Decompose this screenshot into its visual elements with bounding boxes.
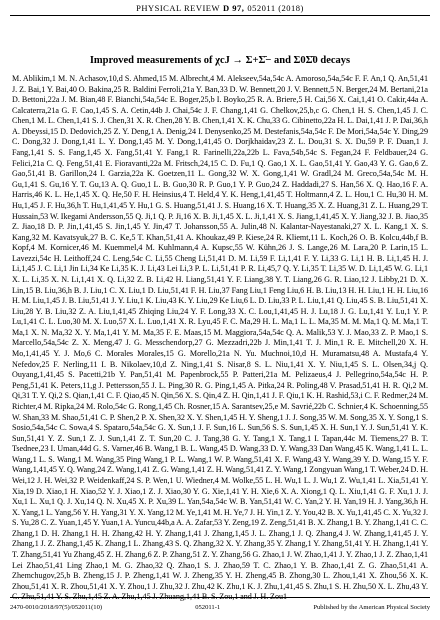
article-title: Improved measurements of χcJ → Σ+Σ̄− and Σ0Σ̄0 decays <box>89 55 351 66</box>
journal-name: PHYSICAL REVIEW <box>136 2 221 13</box>
journal-volume: D 97, <box>223 2 245 13</box>
page-number: 052011-1 <box>195 603 221 611</box>
article-number-year: 052011 (2018) <box>247 2 304 13</box>
running-header <box>0 0 440 15</box>
page-footer <box>10 601 430 613</box>
publisher-line: Published by the American Physical Society <box>313 603 430 611</box>
footer-rule <box>10 597 430 598</box>
header-rule <box>10 15 430 16</box>
author-list: M. Ablikim,1 M. N. Achasov,10,d S. Ahmed,15 M. Albrecht,4 M. Alekseev,54a,54c A. Amoroso,54a,54c F. F. An,1 Q. An,51,41 J. Z. Bai,1 Y. Bai,40 O. Bakina,25 R. Baldini Ferroli,21a Y. Ban,33 D. W. Bennett,20 J. V. Bennett,5 N. Berger,24 M. Bertani,21a D. Bettoni,22a J. M. Bian,48 F. Bianchi,54a,54c E. Boger,25,b I. Boyko,25 R. A. Briere,5 H. Cai,56 X. Cai,1,41 O. Cakir,44a A. Calcaterra,21a G. F. Cao,1,45 S. A. Cetin,44b J. Chai,54c J. F. Chang,1,41 G. Chelkov,25,b,c G. Chen,1 H. S. Chen,1,45 J. C. Chen,1 M. L. Chen,1,41 S. J. Chen,31 X. R. Chen,28 Y. B. Chen,1,41 X. K. Chu,33 G. Cibinetto,22a H. L. Dai,1,41 J. P. Dai,36,h A. Dbeyssi,15 D. Dedovich,25 Z. Y. Deng,1 A. Denig,24 I. Denysenko,25 M. Destefanis,54a,54c F. De Mori,54a,54c Y. Ding,29 C. Dong,32 J. Dong,1,41 L. Y. Dong,1,45 M. Y. Dong,1,41,45 O. Dorjkhaidav,23 Z. L. Dou,31 S. X. Du,59 P. F. Duan,1 J. Fang,1,41 S. S. Fang,1,45 X. Fang,51,41 Y. Fang,1 R. Farinelli,22a,22b L. Fava,54b,54c S. Fegan,24 F. Feldbauer,24 G. Felici,21a C. Q. Feng,51,41 E. Fioravanti,22a M. Fritsch,24,15 C. D. Fu,1 Q. Gao,1 X. L. Gao,51,41 Y. Gao,43 Y. G. Gao,6 Z. Gao,51,41 B. Garillon,24 I. Garzia,22a K. Goetzen,11 L. Gong,32 W. X. Gong,1,41 W. Gradl,24 M. Greco,54a,54c M. H. Gu,1,41 S. Gu,16 Y. T. Gu,13 A. Q. Guo,1 L. B. Guo,30 R. P. Guo,1 Y. P. Guo,24 Z. Haddadi,27 S. Han,56 X. Q. Hao,16 F. A. Harris,46 K. L. He,1,45 X. Q. He,50 F. H. Heinsius,4 T. Held,4 Y. K. Heng,1,41,45 T. Holtmann,4 Z. L. Hou,1 C. Hu,30 H. M. Hu,1,45 J. F. Hu,36,h T. Hu,1,41,45 Y. Hu,1 G. S. Huang,51,41 J. S. Huang,16 X. T. Huang,35 X. Z. Huang,31 Z. L. Huang,29 T. Hussain,53 W. Ikegami Andersson,55 Q. Ji,1 Q. P. Ji,16 X. B. Ji,1,45 X. L. Ji,1,41 X. S. Jiang,1,41,45 X. Y. Jiang,32 J. B. Jiao,35 Z. Jiao,18 D. P. Jin,1,41,45 S. Jin,1,45 Y. Jin,47 T. Johansson,55 A. Julin,48 N. Kalantar-Nayestanaki,27 X. L. Kang,1 X. S. Kang,32 M. Kavatsyuk,27 B. C. Ke,5 T. Khan,51,41 A. Khoukaz,49 P. Kiese,24 R. Kliemt,11 L. Koch,26 O. B. Kolcu,44b,f B. Kopf,4 M. Kornicer,46 M. Kuemmel,4 M. Kuhlmann,4 A. Kupsc,55 W. Kühn,26 J. S. Lange,26 M. Lara,20 P. Larin,15 L. Lavezzi,54c H. Leithoff,24 C. Leng,54c C. Li,55 Cheng Li,51,41 D. M. Li,59 F. Li,1,41 F. Y. Li,33 G. Li,1 H. B. Li,1,45 H. J. Li,1,45 J. C. Li,1 Jin Li,34 Ke Li,35 K. J. Li,43 Lei Li,3 P. L. Li,51,41 P. R. Li,45,7 Q. Y. Li,35 T. Li,35 W. D. Li,1,45 W. G. Li,1 X. L. Li,35 X. N. Li,1,41 X. Q. Li,32 Z. B. Li,42 H. Liang,51,41 Y. F. Liang,38 Y. T. Liang,26 G. R. Liao,12 J. Libby,21 D. X. Lin,15 B. Liu,36,h B. J. Liu,1 C. X. Liu,1 D. Liu,51,41 F. H. Liu,37 Fang Liu,1 Feng Liu,6 H. B. Liu,13 H. H. Liu,1 H. H. Liu,16 H. M. Liu,1,45 J. B. Liu,51,41 J. Y. Liu,1 K. Liu,43 K. Y. Liu,29 Ke Liu,6 L. D. Liu,33 P. L. Liu,1,41 Q. Liu,45 S. B. Liu,51,41 X. Liu,28 Y. B. Liu,32 Z. A. Liu,1,41,45 Zhiqing Liu,24 Y. F. Long,33 X. C. Lou,1,41,45 H. J. Lu,18 J. G. Lu,1,41 Y. Lu,1 Y. P. Lu,1,41 C. L. Luo,30 M. X. Luo,57 X. L. Luo,1,41 X. R. Lyu,45 F. C. Ma,29 H. L. Ma,1 L. L. Ma,35 M. M. Ma,1 Q. M. Ma,1 T. Ma,1 X. N. Ma,32 X. Y. Ma,1,41 Y. M. Ma,35 F. E. Maas,15 M. Maggiora,54a,54c Q. A. Malik,53 Y. J. Mao,33 Z. P. Mao,1 S. Marcello,54a,54c Z. X. Meng,47 J. G. Messchendorp,27 G. Mezzadri,22b J. Min,1,41 T. J. Min,1 R. E. Mitchell,20 X. H. Mo,1,41,45 Y. J. Mo,6 C. Morales Morales,15 G. Morello,21a N. Yu. Muchnoi,10,d H. Muramatsu,48 A. Mustafa,4 Y. Nefedov,25 F. Nerling,11 I. B. Nikolaev,10,d Z. Ning,1,41 S. Nisar,8 S. L. Niu,1,41 X. Y. Niu,1,45 S. L. Olsen,34,j Q. Ouyang,1,41,45 S. Pacetti,21b Y. Pan,51,41 M. Papenbrock,55 P. Patteri,21a M. Pelizaeus,4 J. Pellegrino,54a,54c H. P. Peng,51,41 K. Peters,11,g J. Pettersson,55 J. L. Ping,30 R. G. Ping,1,45 A. Pitka,24 R. Poling,48 V. Prasad,51,41 H. R. Qi,2 M. Qi,31 T. Y. Qi,2 S. Qian,1,41 C. F. Qiao,45 N. Qin,56 X. S. Qin,4 Z. H. Qin,1,41 J. F. Qiu,1 K. H. Rashid,53,i C. F. Redmer,24 M. Richter,4 M. Ripka,24 M. Rolo,54c G. Rong,1,45 Ch. Rosner,15 A. Sarantsev,25,e M. Savrié,22b C. Schnier,4 K. Schoenning,55 W. Shan,33 M. Shao,51,41 C. P. Shen,2 P. X. Shen,32 X. Y. Shen,1,45 H. Y. Sheng,1 J. J. Song,35 W. M. Song,35 X. Y. Song,1 S. Sosio,54a,54c C. Sowa,4 S. Spataro,54a,54c G. X. Sun,1 J. F. Sun,16 L. Sun,56 S. S. Sun,1,45 X. H. Sun,1 Y. J. Sun,51,41 Y. K. Sun,51,41 Y. Z. Sun,1 Z. J. Sun,1,41 Z. T. Sun,20 C. J. Tang,38 G. Y. Tang,1 X. Tang,1 I. Tapan,44c M. Tiemens,27 B. T. Tsednee,23 I. Uman,44d G. S. Varner,46 B. Wang,1 B. L. Wang,45 D. Wang,33 D. Y. Wang,33 Dan Wang,45 K. Wang,1,41 L. L. Wang,1 L. S. Wang,1 M. Wang,35 Ping Wang,1 P. L. Wang,1 W. P. Wang,51,41 X. F. Wang,43 Y. Wang,39 Y. D. Wang,15 Y. F. Wang,1,41,45 Y. Q. Wang,24 Z. Wang,1,41 Z. G. Wang,1,41 Z. H. Wang,51,41 Z. Y. Wang,1 Zongyuan Wang,1 T. Weber,24 D. H. Wei,12 J. H. Wei,32 P. Weidenkaff,24 S. P. Wen,1 U. Wiedner,4 M. Wolke,55 L. H. Wu,1 L. J. Wu,1 Z. Wu,1,41 L. Xia,51,41 Y. Xia,19 D. Xiao,1 H. Xiao,52 Y. J. Xiao,1 Z. J. Xiao,30 Y. G. Xie,1,41 Y. H. Xie,6 X. A. Xiong,1 Q. L. Xiu,1,41 G. F. Xu,1 J. J. Xu,1 L. Xu,1 Q. J. Xu,14 Q. N. Xu,45 X. P. Xu,39 L. Yan,54a,54c W. B. Yan,51,41 W. C. Yan,2 Y. H. Yan,19 H. J. Yang,36,h H. X. Yang,1 L. Yang,56 Y. H. Yang,31 Y. X. Yang,12 M. Ye,1,41 M. H. Ye,7 J. H. Yin,1 Z. Y. You,42 B. X. Yu,1,41,45 C. X. Yu,32 J. S. Yu,28 C. Z. Yuan,1,45 Y. Yuan,1 A. Yuncu,44b,a A. A. Zafar,53 Y. Zeng,19 Z. Zeng,51,41 B. X. Zhang,1 B. Y. Zhang,1,41 C. C. Zhang,1 D. H. Zhang,1 H. H. Zhang,42 H. Y. Zhang,1,41 J. Zhang,1,45 J. L. Zhang,1 J. Q. Zhang,4 J. W. Zhang,1,41,45 J. Y. Zhang,1 J. Z. Zhang,1,45 K. Zhang,1 L. Zhang,43 S. Q. Zhang,32 X. Y. Zhang,35 Y. Zhang,1 Y. Zhang,51,41 Y. H. Zhang,1,41 Y. T. Zhang,51,41 Yu Zhang,45 Z. H. Zhang,6 Z. P. Zhang,51 Z. Y. Zhang,56 G. Zhao,1 J. W. Zhao,1,41 J. Y. Zhao,1 J. Z. Zhao,1,41 Lei Zhao,51,41 Ling Zhao,1 M. G. Zhao,32 Q. Zhao,1 S. J. Zhao,59 T. C. Zhao,1 Y. B. Zhao,1,41 Z. G. Zhao,51,41 A. Zhemchugov,25,b B. Zheng,15 J. P. Zheng,1,41 W. J. Zheng,35 Y. H. Zheng,45 B. Zhong,30 L. Zhou,1,41 X. Zhou,56 X. K. Zhou,51,41 X. R. Zhou,51,41 X. Y. Zhou,1 J. Zhu,32 J. Zhu,42 K. Zhu,1 K. J. Zhu,1,41,45 S. Zhu,1 S. H. Zhu,50 X. L. Zhu,43 Y. <box>12 74 428 591</box>
issn-line: 2470-0010/2018/97(5)/052011(10) <box>10 603 103 611</box>
